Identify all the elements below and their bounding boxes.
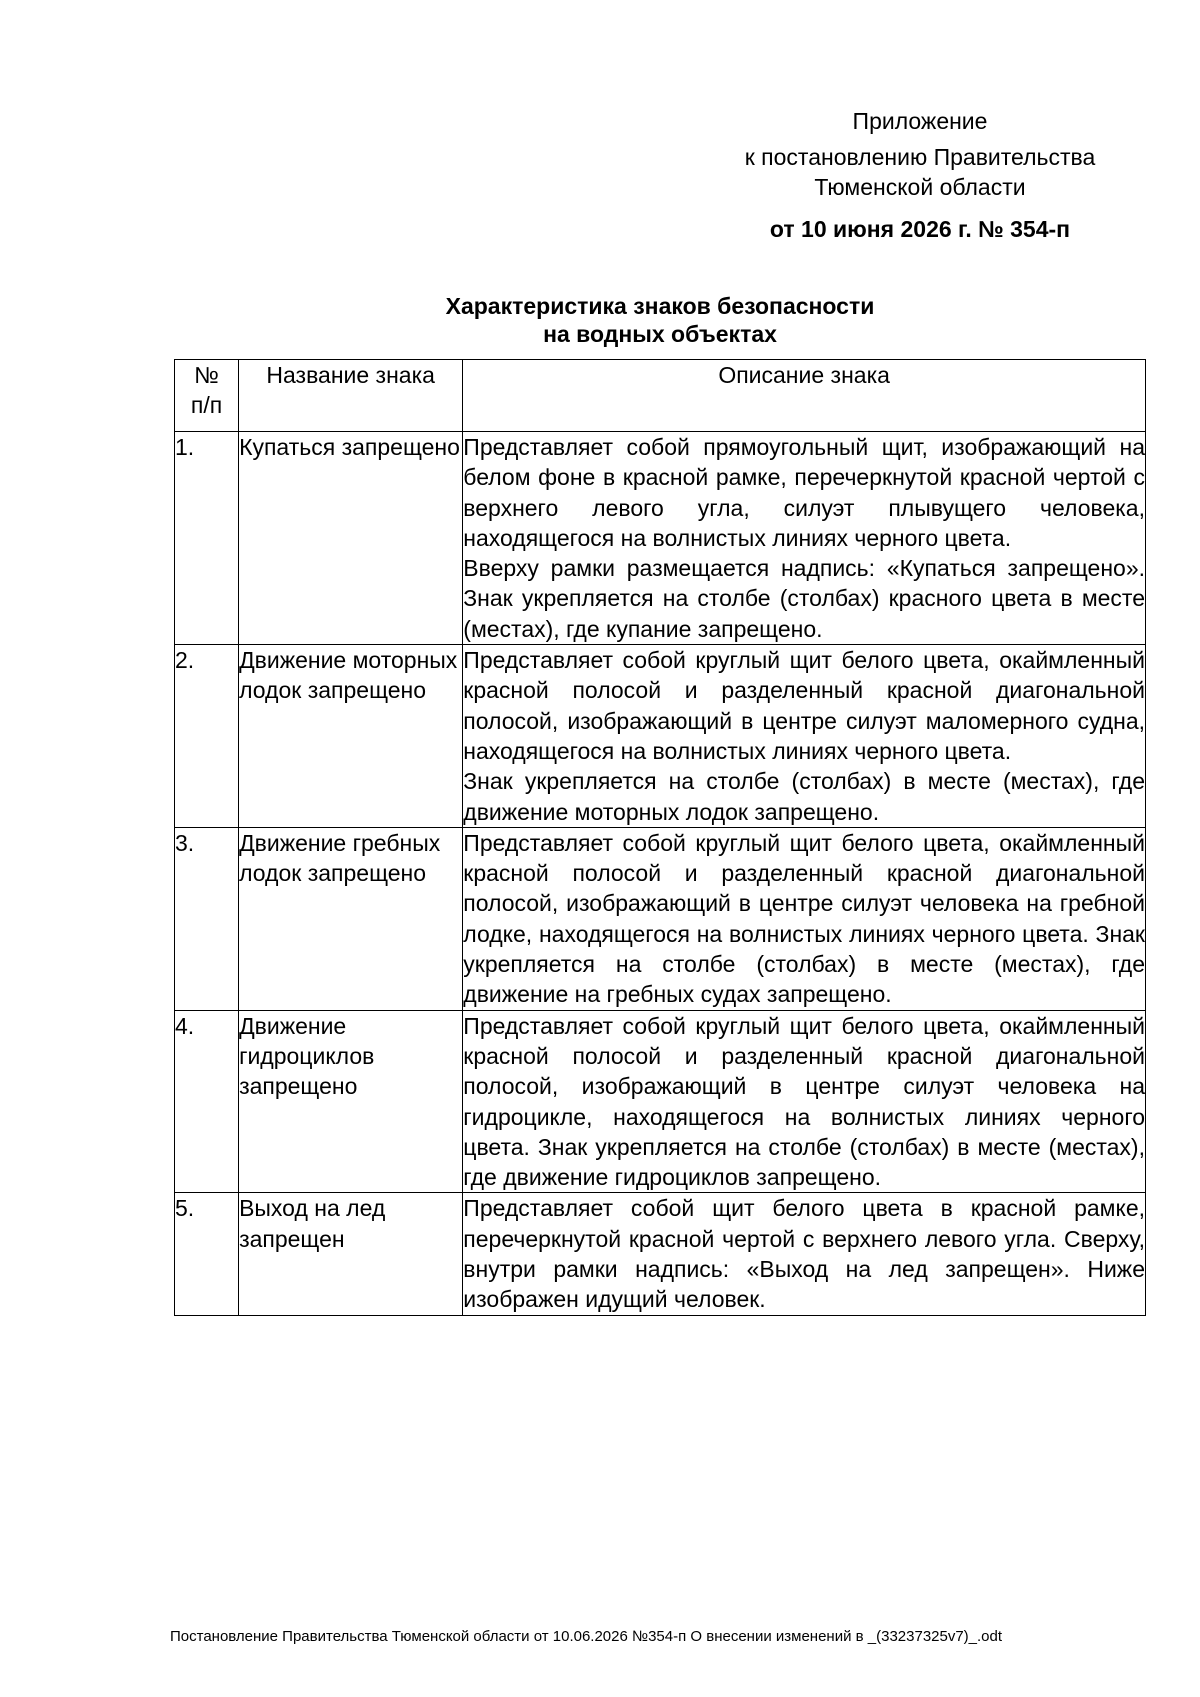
sign-description-paragraph: Представляет собой круглый щит белого цвета, окаймленный красной полосой и разделенный красной диагональной полосой, изображающий в центре силуэт человека на гребной лодке, находящегося на волнистых линиях черного цвета. Знак укрепляется на столбе (столбах) в месте (местах), где движение на гребных судах запрещено. [463,829,1145,1008]
sign-description-paragraph: Представляет собой прямоугольный щит, изображающий на белом фоне в красной рамке, перечеркнутой красной чертой с верхнего левого угла, силуэт плывущего человека, находящегося на волнистых линиях черного цвета. [463,434,1145,551]
table-row [175,1193,1146,1315]
sign-name: Выход на лед запрещен [239,1193,463,1315]
column-header-number-line1: № [194,362,219,388]
sign-name: Купаться запрещено [239,432,463,645]
table-row [175,1010,1146,1193]
document-footer: Постановление Правительства Тюменской области от 10.06.2026 №354-п О внесении изменений в _(33237325v7)_.odt [170,1628,1003,1645]
sign-name: Движение гидроциклов запрещено [239,1010,463,1193]
column-header-description: Описание знака [463,360,1146,432]
sign-description [463,645,1146,828]
row-number: 3. [175,827,239,1010]
signs-table [174,359,1146,1316]
sign-name: Движение моторных лодок запрещено [239,645,463,828]
column-header-number-line2: п/п [190,392,223,419]
decree-reference-line2: Тюменской области [814,174,1026,200]
column-header-number [175,360,239,432]
sign-name: Движение гребных лодок запрещено [239,827,463,1010]
table-row [175,827,1146,1010]
appendix-label: Приложение [852,108,988,134]
decree-date: от 10 июня 2026 г. № 354-п [769,216,1071,242]
column-header-name: Название знака [239,360,463,432]
table-row [175,645,1146,828]
row-number: 4. [175,1010,239,1193]
row-number: 1. [175,432,239,645]
sign-description-paragraph: Представляет собой круглый щит белого цвета, окаймленный красной полосой и разделенный красной диагональной полосой, изображающий в центре силуэт маломерного судна, находящегося на волнистых линиях черного цвета. [463,647,1145,764]
document-title [160,292,1160,348]
sign-description [463,1193,1146,1315]
sign-description [463,432,1146,645]
row-number: 2. [175,645,239,828]
decree-reference [640,142,1200,202]
table-row [175,432,1146,645]
row-number: 5. [175,1193,239,1315]
table-header-row [175,360,1146,432]
document-title-line2: на водных объектах [543,321,777,347]
sign-description [463,827,1146,1010]
decree-reference-line1: к постановлению Правительства [744,144,1096,170]
sign-description-paragraph: Представляет собой круглый щит белого цвета, окаймленный красной полосой и разделенный красной диагональной полосой, изображающий в центре силуэт человека на гидроцикле, находящегося на волнистых линиях черного цвета. Знак укрепляется на столбе (столбах) в месте (местах), где движение гидроциклов запрещено. [463,1012,1145,1191]
sign-description-paragraph: Представляет собой щит белого цвета в красной рамке, перечеркнутой красной чертой с верхнего левого угла. Сверху, внутри рамки надпись: «Выход на лед запрещен». Ниже изображен идущий человек. [463,1195,1145,1313]
sign-description-paragraph: Вверху рамки размещается надпись: «Купаться запрещено». Знак укрепляется на столбе (столбах) красного цвета в месте (местах), где купание запрещено. [463,555,1145,642]
sign-description [463,1010,1146,1193]
document-title-line1: Характеристика знаков безопасности [445,293,875,319]
sign-description-paragraph: Знак укрепляется на столбе (столбах) в месте (местах), где движение моторных лодок запрещено. [463,768,1145,825]
